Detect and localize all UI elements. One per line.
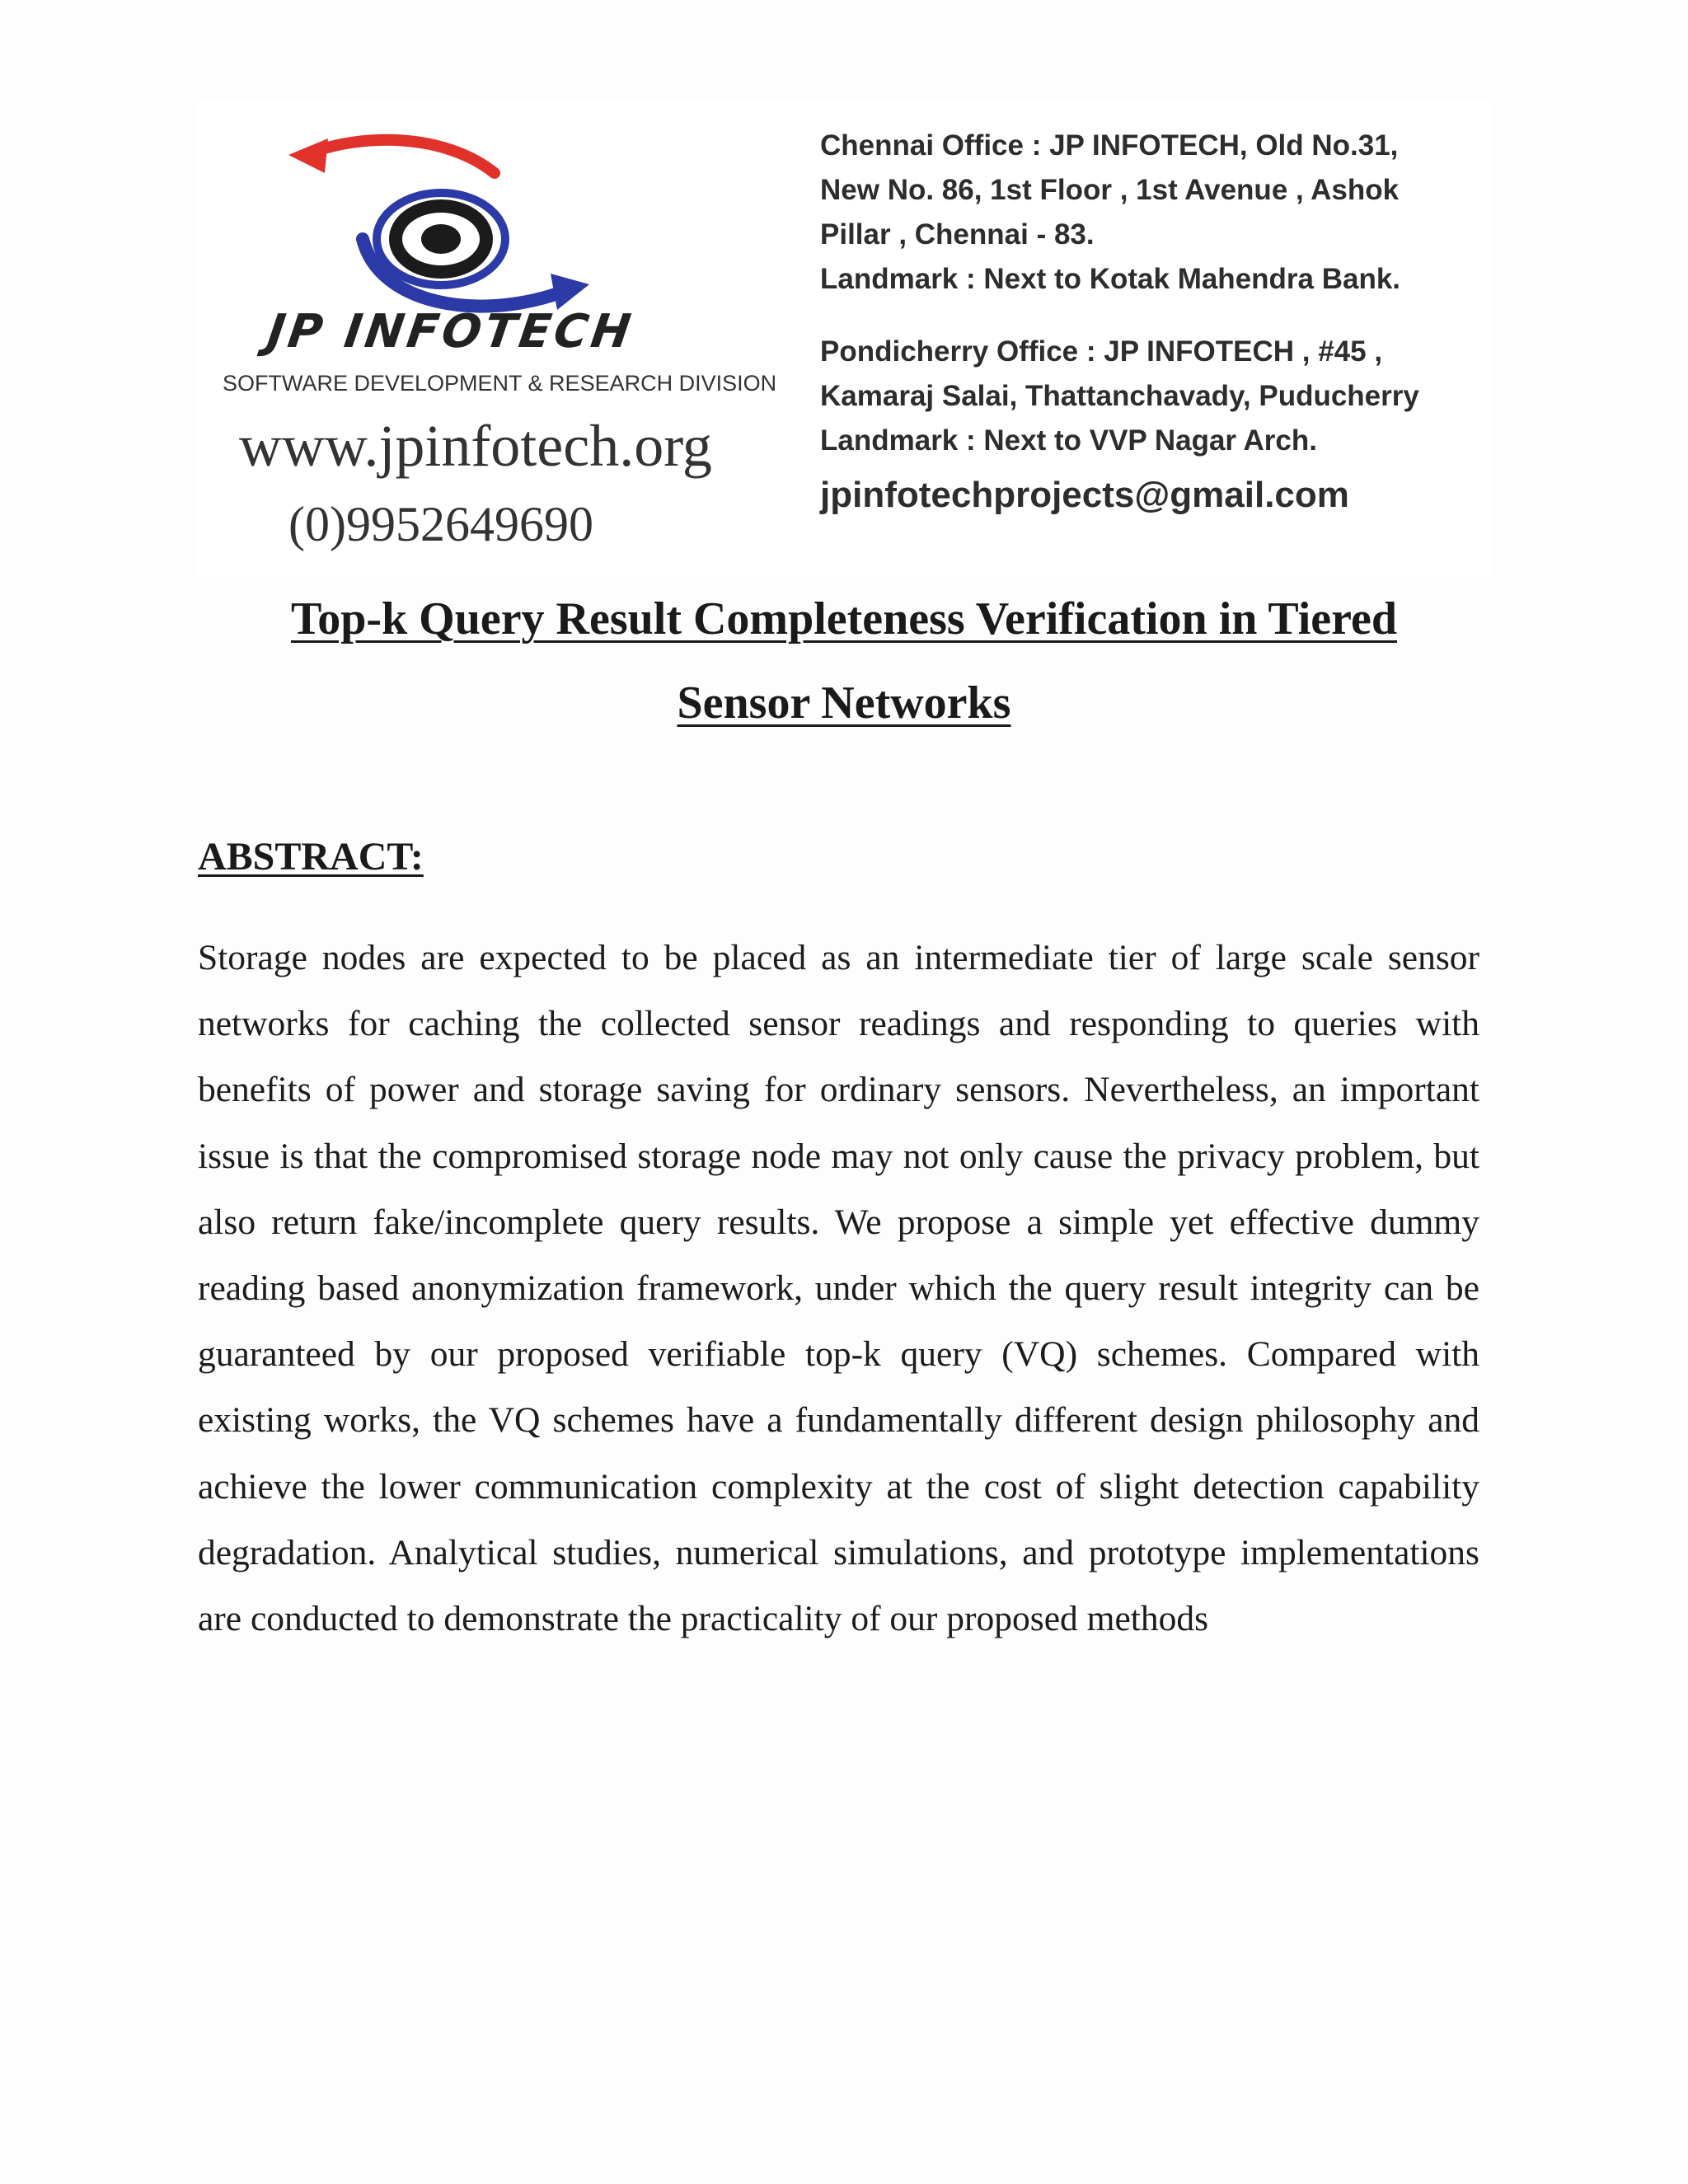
title-line-2: Sensor Networks	[677, 677, 1011, 729]
chennai-office-line: Pillar , Chennai - 83.	[820, 218, 1095, 251]
brand-phone: (0)9952649690	[288, 497, 593, 551]
pondicherry-office-line: Kamaraj Salai, Thattanchavady, Puducherry	[820, 380, 1419, 412]
title-line-1: Top-k Query Result Completeness Verification in Tiered	[290, 593, 1397, 644]
contact-email[interactable]: jpinfotechprojects@gmail.com	[820, 475, 1349, 515]
letterhead-banner	[198, 99, 1490, 577]
brand-website[interactable]: www.jpinfotech.org	[239, 413, 712, 479]
abstract-body: Storage nodes are expected to be placed as an intermediate tier of large scale sensor networks for caching the collected sensor readings and responding to queries with benefits of power and storage saving for ordinary sensors. Nevertheless, an important issue is that the compromised storage node may not only cause the privacy problem, but also return fake/incomplete query results. We propose a simple yet effective dummy reading based anonymization framework, under which the query result integrity can be guaranteed by our proposed verifiable top-k query (VQ) schemes. Compared with existing works, the VQ schemes have a fundamentally different design philosophy and achieve the lower communication complexity at the cost of slight detection capability degradation. Analytical studies, numerical simulations, and prototype implementations are conducted to demonstrate the practicality of our proposed methods	[198, 938, 1479, 1639]
document-title	[198, 577, 1490, 745]
abstract-heading: ABSTRACT:	[198, 835, 424, 879]
chennai-office-line: New No. 86, 1st Floor , 1st Avenue , Ashok	[820, 174, 1400, 206]
pondicherry-office-line: Pondicherry Office : JP INFOTECH , #45 ,	[820, 335, 1383, 368]
brand-name: JP INFOTECH	[264, 305, 637, 359]
address-block	[820, 124, 1496, 516]
chennai-office-line: Landmark : Next to Kotak Mahendra Bank.	[820, 263, 1401, 295]
pondicherry-office-line: Landmark : Next to VVP Nagar Arch.	[820, 424, 1317, 457]
brand-tagline: SOFTWARE DEVELOPMENT & RESEARCH DIVISION	[223, 371, 777, 396]
address-gap	[820, 302, 1496, 330]
chennai-office-line: Chennai Office : JP INFOTECH, Old No.31,	[820, 129, 1399, 162]
